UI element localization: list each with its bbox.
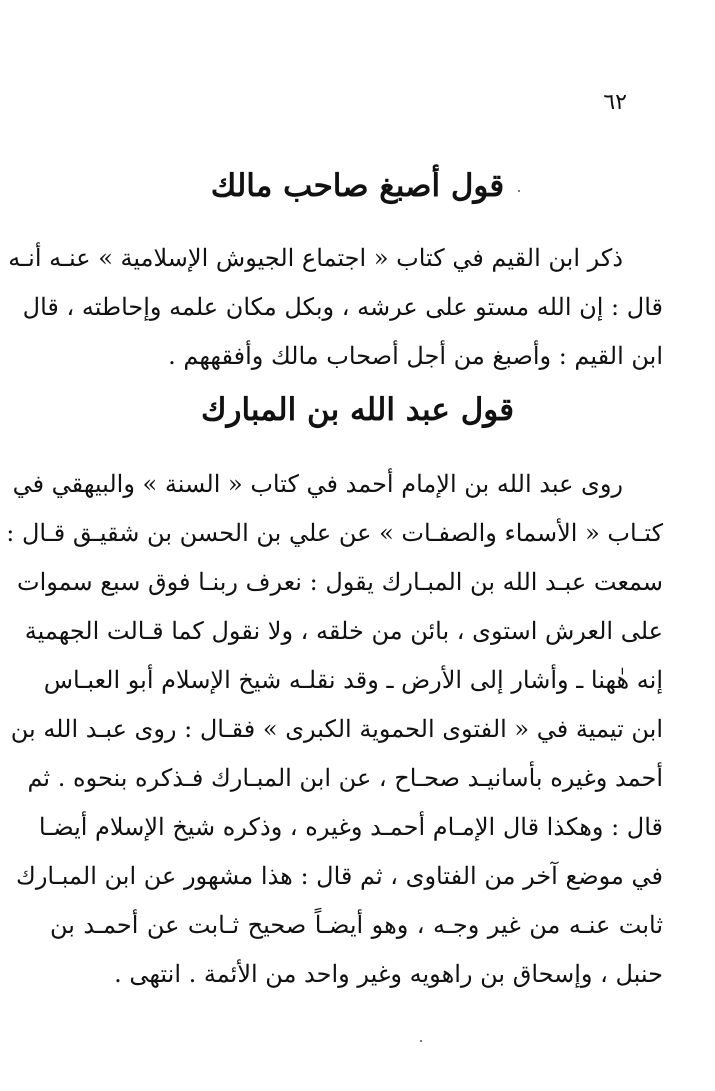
scan-speck — [518, 190, 520, 192]
text-line: روى عبد الله بن الإمام أحمد في كتاب « السنة » والبيهقي في — [12, 470, 623, 498]
text-line: ثابت عنـه من غير وجـه ، وهو أيضـاً صحيح ثـابت عن أحمـد بن — [50, 911, 663, 939]
text-line: إنه هٰهنا ـ وأشار إلى الأرض ـ وقد نقلـه شيخ الإسلام أبو العبـاس — [43, 666, 663, 694]
section-paragraph-ibn-al-mubarak — [6, 460, 663, 999]
section-paragraph-asbagh — [8, 234, 663, 381]
text-line: في موضع آخر من الفتاوى ، ثم قال : هذا مشهور عن ابن المبـارك — [16, 862, 663, 890]
text-line: ابن تيمية في « الفتوى الحموية الكبرى » فقـال : روى عبـد الله بن — [10, 715, 663, 743]
text-line: قال : إن الله مستو على عرشه ، وبكل مكان علمه وإحاطته ، قال — [22, 293, 663, 321]
text-line: قال : وهكذا قال الإمـام أحمـد وغيره ، وذكره شيخ الإسلام أيضـا — [38, 813, 663, 841]
text-line: كتـاب « الأسماء والصفـات » عن علي بن الحسن بن شقيـق قـال : — [6, 519, 663, 547]
text-line: ابن القيم : وأصبغ من أجل أصحاب مالك وأفقههم . — [168, 342, 663, 370]
text-line: على العرش استوى ، بائن من خلقه ، ولا نقول كما قـالت الجهمية — [24, 617, 663, 645]
scan-speck — [420, 1040, 422, 1042]
text-line: ذكر ابن القيم في كتاب « اجتماع الجيوش الإسلامية » عنـه أنـه — [8, 244, 623, 272]
section-heading-asbagh: قول أصبغ صاحب مالك — [210, 168, 505, 204]
text-line: أحمد وغيره بأسانيـد صحـاح ، عن ابن المبـارك فـذكره بنحوه . ثم — [27, 764, 663, 792]
text-line: حنبل ، وإسحاق بن راهويه وغير واحد من الأئمة . انتهى . — [114, 960, 663, 988]
page-number: ٦٢ — [603, 90, 627, 115]
section-heading-ibn-al-mubarak: قول عبد الله بن المبارك — [200, 392, 515, 428]
text-line: سمعت عبـد الله بن المبـارك يقول : نعرف ربنـا فوق سبع سموات — [16, 568, 663, 596]
